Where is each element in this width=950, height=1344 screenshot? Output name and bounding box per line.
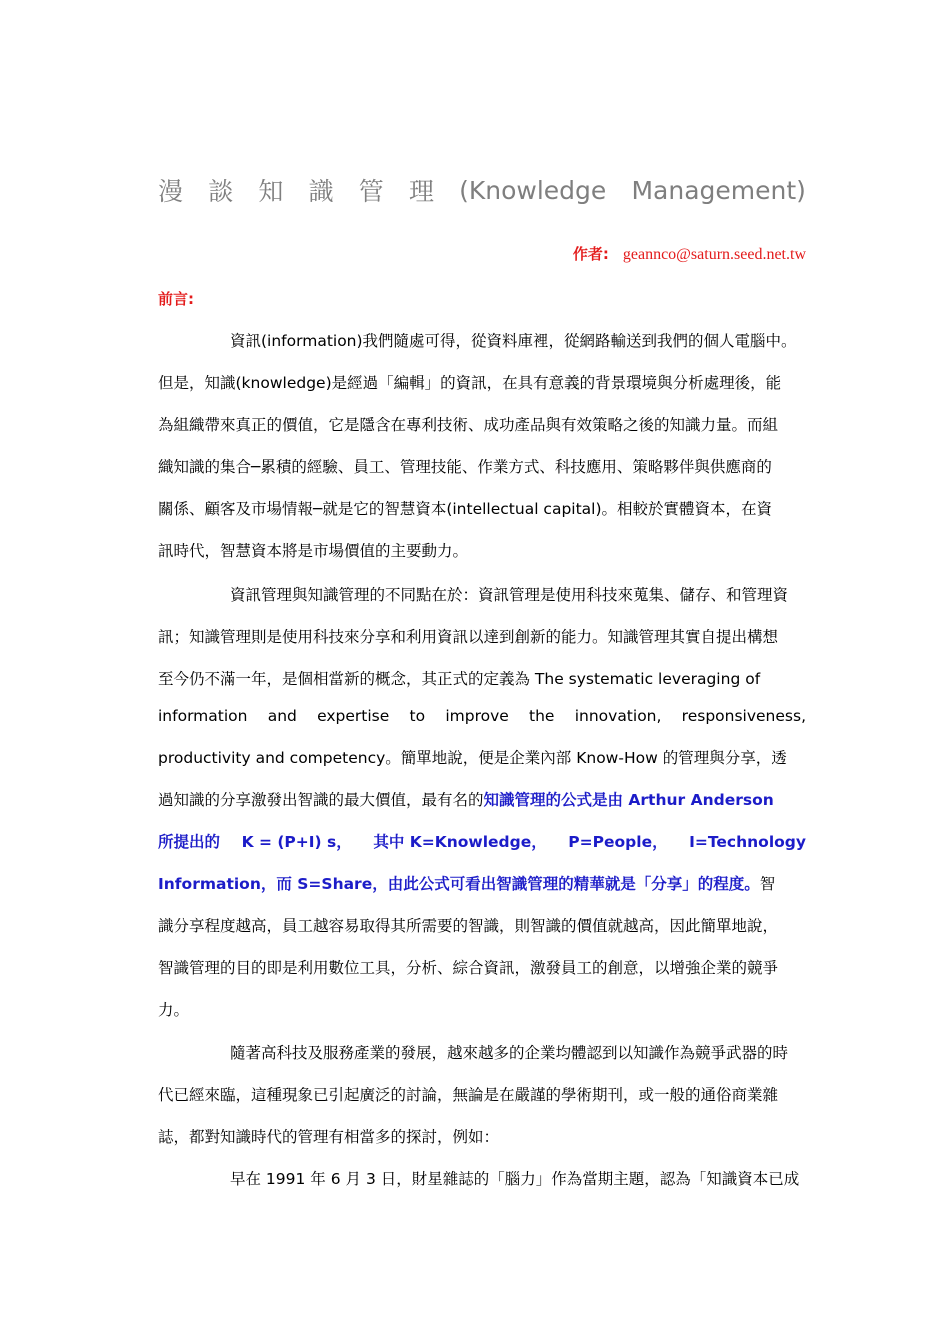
word: information [158, 707, 248, 725]
paragraph-line-justified [158, 831, 806, 853]
title-char: 談 [208, 177, 234, 206]
word: the [529, 707, 555, 725]
plain-text: 智 [759, 875, 776, 893]
word: expertise [317, 707, 390, 725]
plain-text: 過知識的分享激發出智識的最大價值，最有名的 [158, 791, 484, 809]
author-email: geannco@saturn.seed.net.tw [622, 246, 806, 263]
word: innovation, [574, 707, 662, 725]
highlighted-text: 其中 K=Knowledge， [373, 833, 547, 851]
paragraph-line: 但是，知識(knowledge)是經過「編輯」的資訊，在具有意義的背景環境與分析處理後，能 [158, 374, 782, 392]
paragraph-line-mixed [158, 873, 806, 895]
paragraph-line: 至今仍不滿一年，是個相當新的概念，其正式的定義為 The systematic leveraging of [158, 670, 761, 688]
paragraph-line: 為組織帶來真正的價值，它是隱含在專利技術、成功產品與有效策略之後的知識力量。而組 [158, 416, 779, 434]
highlighted-text: 知識管理的公式是由 Arthur Anderson [483, 791, 774, 809]
paragraph-line: 訊；知識管理則是使用科技來分享和利用資訊以達到創新的能力。知識管理其實自提出構想 [158, 628, 779, 646]
paragraph-line: 關係、顧客及市場情報─就是它的智慧資本(intellectual capital)。相較於實體資本，在資 [158, 500, 773, 518]
title-char: 理 [408, 177, 434, 206]
paragraph-line: productivity and competency。簡單地說，便是企業內部 Know-How 的管理與分享，透 [158, 749, 787, 767]
word: improve [445, 707, 509, 725]
paragraph-line: 隨著高科技及服務產業的發展，越來越多的企業均體認到以知識作為競爭武器的時 [230, 1044, 789, 1062]
word: to [409, 707, 426, 725]
section-heading: 前言: [158, 290, 194, 308]
title-char: 識 [308, 177, 334, 206]
paragraph-line: 代已經來臨，這種現象已引起廣泛的討論，無論是在嚴謹的學術期刊，或一般的通俗商業雜 [158, 1086, 779, 1104]
highlighted-text: 所提出的 [158, 833, 221, 851]
title-word: Management) [631, 175, 806, 205]
document-title [158, 172, 806, 208]
paragraph-line: 訊時代，智慧資本將是市場價值的主要動力。 [158, 542, 469, 560]
highlighted-text: K = (P+I) s， [241, 833, 352, 851]
highlighted-text: I=Technology [689, 833, 806, 851]
highlighted-text: P=People， [568, 833, 668, 851]
title-char: 管 [358, 177, 384, 206]
paragraph-line: 資訊管理與知識管理的不同點在於：資訊管理是使用科技來蒐集、儲存、和管理資 [230, 586, 789, 604]
author-label: 作者: [572, 245, 609, 263]
paragraph-line: 誌，都對知識時代的管理有相當多的探討，例如： [158, 1128, 500, 1146]
paragraph-line: 資訊(information)我們隨處可得，從資料庫裡，從網路輸送到我們的個人電腦中。 [230, 332, 797, 350]
paragraph-line-mixed [158, 789, 806, 811]
paragraph-line: 識分享程度越高，員工越容易取得其所需要的智識，則智識的價值就越高，因此簡單地說， [158, 917, 779, 935]
highlighted-text: Information，而 S=Share，由此公式可看出智識管理的精華就是「分享」的程度。 [158, 875, 760, 893]
title-char: 漫 [158, 177, 184, 206]
author-line [573, 243, 806, 264]
paragraph-line: 智識管理的目的即是利用數位工具，分析、綜合資訊，激發員工的創意，以增強企業的競爭 [158, 959, 779, 977]
paragraph-line: 早在 1991 年 6 月 3 日，財星雜誌的「腦力」作為當期主題，認為「知識資本已成 [230, 1170, 800, 1188]
word: and [267, 707, 297, 725]
paragraph-line-justified [158, 705, 806, 727]
paragraph-line: 織知識的集合─累積的經驗、員工、管理技能、作業方式、科技應用、策略夥伴與供應商的 [158, 458, 772, 476]
paragraph-line: 力。 [158, 1001, 190, 1019]
title-char: 知 [258, 177, 284, 206]
title-word: (Knowledge [459, 175, 607, 205]
word: responsiveness, [681, 707, 806, 725]
